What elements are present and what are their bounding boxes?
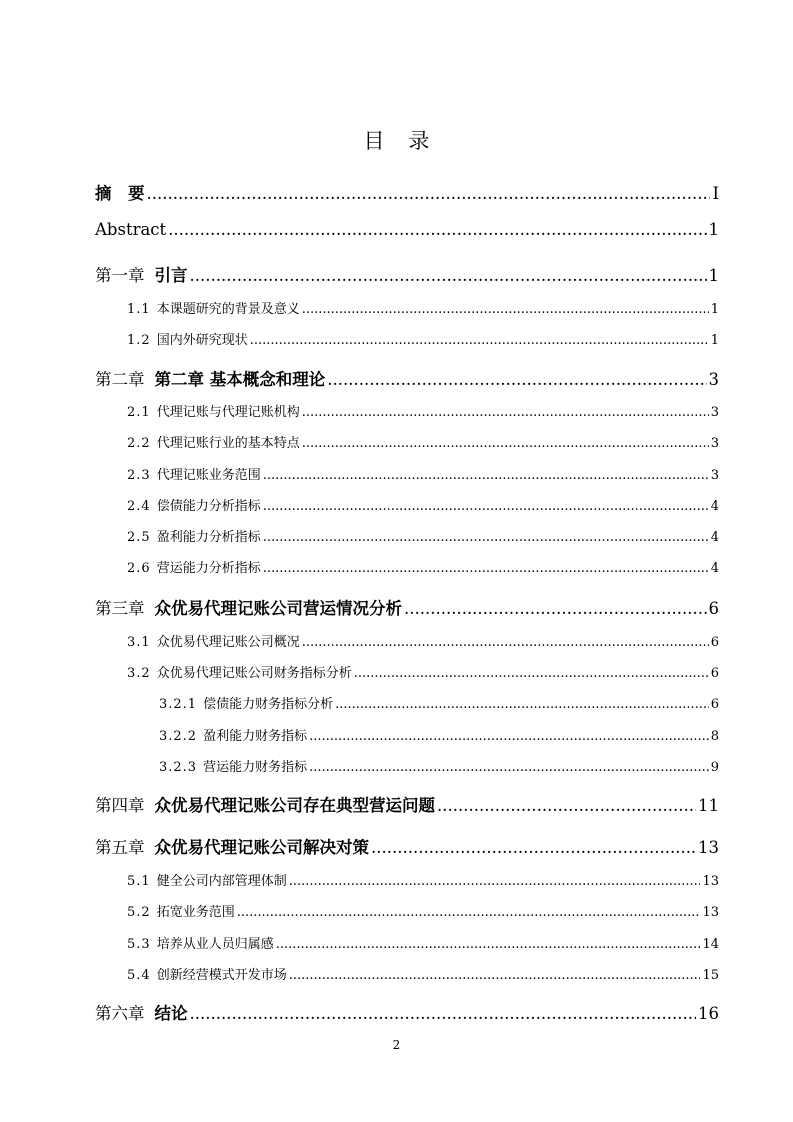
page-title-left: 目 (363, 129, 385, 153)
toc-entry-title: 健全公司内部管理体制 (156, 874, 287, 889)
page-title-right: 录 (408, 129, 430, 153)
toc-entry-number: 3.2 (127, 666, 151, 681)
toc-entry-number: 5.1 (127, 874, 151, 889)
toc-dot-leader (302, 635, 709, 650)
toc-dot-leader (302, 436, 709, 451)
toc-entry-page: 3 (710, 405, 719, 420)
toc-entry-number: 3.1 (127, 635, 151, 650)
toc-entry-title: 本课题研究的背景及意义 (156, 302, 300, 317)
toc-entry-label (95, 220, 166, 239)
toc-entry-title: 盈利能力财务指标 (203, 729, 308, 744)
toc-entry[interactable] (127, 401, 719, 420)
toc-entry[interactable] (127, 464, 719, 483)
toc-dot-leader (276, 937, 701, 952)
toc-entry-title: 偿债能力分析指标 (156, 499, 261, 514)
toc-entry[interactable] (127, 870, 719, 889)
toc-entry-label (159, 756, 307, 775)
toc-entry-title: 营运能力分析指标 (156, 561, 261, 576)
toc-entry-page: 11 (698, 796, 719, 815)
toc-entry-number: 2.4 (127, 499, 151, 514)
toc-dot-leader (263, 530, 709, 545)
toc-entry-label (127, 464, 261, 483)
toc-entry-number: 第六章 (95, 1004, 145, 1023)
toc-entry-label (127, 495, 261, 514)
toc-entry-page: 13 (698, 838, 719, 857)
toc-entry-label (127, 526, 261, 545)
page-number: 2 (392, 1038, 401, 1052)
toc-entry-title: 偿债能力财务指标分析 (203, 697, 334, 712)
toc-dot-leader (309, 729, 709, 744)
toc-entry-number: 3.2.3 (159, 760, 198, 775)
toc-entry-label (127, 329, 248, 348)
toc-entry-page: I (712, 184, 719, 203)
toc-dot-leader (354, 666, 709, 681)
toc-entry-page: 9 (710, 760, 719, 775)
toc-entry-label (127, 964, 287, 983)
toc-dot-leader (237, 905, 701, 920)
toc-dot-leader (250, 333, 709, 348)
toc-dot-leader (437, 796, 696, 815)
toc-entry[interactable] (159, 693, 719, 712)
toc-entry-page: 1 (710, 333, 719, 348)
toc-entry-number: 第五章 (95, 838, 145, 857)
toc-entry-page: 4 (710, 530, 719, 545)
toc-entry-title: 创新经营模式开发市场 (156, 968, 287, 983)
toc-entry-number: 第二章 (95, 370, 145, 389)
toc-entry-number: 2.3 (127, 468, 151, 483)
toc-dot-leader (309, 760, 709, 775)
page-title (0, 125, 793, 155)
toc-entry-number: 1.2 (127, 333, 151, 348)
toc-entry-number: 1.1 (127, 302, 151, 317)
toc-entry-label (127, 662, 352, 681)
toc-entry-title: 国内外研究现状 (156, 333, 248, 348)
toc-entry[interactable] (95, 262, 719, 286)
toc-entry-number: 第三章 (95, 599, 145, 618)
toc-entry-title: 众优易代理记账公司概况 (156, 635, 300, 650)
toc-entry[interactable] (127, 495, 719, 514)
toc-entry-label (95, 595, 402, 619)
toc-entry[interactable] (95, 366, 719, 390)
toc-entry[interactable] (127, 557, 719, 576)
toc-entry[interactable] (127, 526, 719, 545)
toc-entry-page: 3 (710, 468, 719, 483)
toc-entry-label (127, 870, 287, 889)
toc-dot-leader (147, 184, 711, 203)
toc-entry-label (127, 557, 261, 576)
toc-entry-page: 3 (708, 370, 719, 389)
toc-entry[interactable] (95, 1000, 719, 1024)
toc-entry[interactable] (95, 220, 719, 239)
toc-entry-label (95, 262, 188, 286)
toc-entry-title: 培养从业人员归属感 (156, 937, 274, 952)
toc-entry-label (95, 834, 369, 858)
toc-entry-label (127, 298, 300, 317)
toc-entry-page: 6 (710, 697, 719, 712)
toc-dot-leader (263, 561, 709, 576)
toc-entry-number: 5.4 (127, 968, 151, 983)
toc-entry-title: 众优易代理记账公司财务指标分析 (156, 666, 352, 681)
toc-entry-page: 8 (710, 729, 719, 744)
toc-entry-page: 1 (710, 302, 719, 317)
toc-entry-label (127, 933, 274, 952)
toc-entry[interactable] (159, 756, 719, 775)
toc-entry-page: 13 (702, 905, 719, 920)
toc-dot-leader (302, 302, 709, 317)
toc-entry-page: 4 (710, 499, 719, 514)
toc-entry-title: 拓宽业务范围 (156, 905, 235, 920)
toc-entry-title: 引言 (154, 266, 188, 285)
toc-entry[interactable] (127, 432, 719, 451)
toc-entry-title: 众优易代理记账公司营运情况分析 (154, 599, 402, 618)
toc-entry-number: 2.2 (127, 436, 151, 451)
toc-entry-number: 2.1 (127, 405, 151, 420)
toc-entry[interactable] (127, 298, 719, 317)
toc-entry-title: 代理记账与代理记账机构 (156, 405, 300, 420)
toc-entry[interactable] (127, 901, 719, 920)
toc-dot-leader (168, 220, 706, 239)
toc-entry-label (95, 1000, 188, 1024)
toc-entry-title: 盈利能力分析指标 (156, 530, 261, 545)
toc-entry-title: Abstract (95, 220, 167, 239)
toc-entry-page: 1 (708, 266, 719, 285)
toc-entry-number: 2.6 (127, 561, 151, 576)
toc-entry-title: 代理记账行业的基本特点 (156, 436, 300, 451)
toc-entry-page: 15 (702, 968, 719, 983)
toc-dot-leader (263, 468, 709, 483)
toc-entry-number: 2.5 (127, 530, 151, 545)
toc-entry-title: 结论 (154, 1004, 188, 1023)
toc-entry-label (95, 366, 325, 390)
toc-dot-leader (302, 405, 709, 420)
toc-dot-leader (404, 599, 707, 618)
toc-entry-label (159, 725, 307, 744)
toc-entry[interactable] (95, 180, 719, 204)
toc-entry-title: 营运能力财务指标 (203, 760, 308, 775)
toc-entry-label (95, 792, 435, 816)
toc-entry-label (127, 901, 235, 920)
toc-dot-leader (289, 968, 701, 983)
toc-dot-leader (327, 370, 706, 389)
toc-entry-number: 3.2.1 (159, 697, 198, 712)
toc-entry-title: 摘 要 (95, 184, 145, 203)
toc-entry-title: 众优易代理记账公司存在典型营运问题 (154, 796, 435, 815)
toc-entry-number: 5.3 (127, 937, 151, 952)
toc-entry-title: 代理记账业务范围 (156, 468, 261, 483)
toc-entry-label (159, 693, 333, 712)
toc-entry-page: 3 (710, 436, 719, 451)
toc-dot-leader (289, 874, 701, 889)
toc-entry-label (127, 631, 300, 650)
toc-entry-title: 第二章 基本概念和理论 (154, 370, 326, 389)
toc-entry[interactable] (127, 964, 719, 983)
toc-dot-leader (190, 1004, 697, 1023)
toc-entry[interactable] (159, 725, 719, 744)
toc-entry-label (127, 401, 300, 420)
toc-entry[interactable] (127, 329, 719, 348)
toc-entry-label (95, 180, 145, 204)
toc-entry-label (127, 432, 300, 451)
toc-dot-leader (263, 499, 709, 514)
toc-entry-page: 13 (702, 874, 719, 889)
toc-dot-leader (190, 266, 707, 285)
toc-entry-page: 16 (698, 1004, 719, 1023)
toc-entry-page: 4 (710, 561, 719, 576)
toc-dot-leader (371, 838, 696, 857)
toc-entry-page: 6 (708, 599, 719, 618)
toc-entry[interactable] (95, 595, 719, 619)
toc-entry[interactable] (127, 631, 719, 650)
toc-entry-page: 1 (708, 220, 719, 239)
toc-entry-page: 6 (710, 635, 719, 650)
toc-entry-page: 14 (702, 937, 719, 952)
toc-entry[interactable] (95, 792, 719, 816)
toc-entry-number: 第一章 (95, 266, 145, 285)
toc-entry-number: 5.2 (127, 905, 151, 920)
toc-dot-leader (335, 697, 709, 712)
toc-entry[interactable] (95, 834, 719, 858)
toc-entry-page: 6 (710, 666, 719, 681)
toc-entry-number: 第四章 (95, 796, 145, 815)
toc-entry[interactable] (127, 662, 719, 681)
toc-entry-title: 众优易代理记账公司解决对策 (154, 838, 369, 857)
toc-entry-number: 3.2.2 (159, 729, 198, 744)
toc-entry[interactable] (127, 933, 719, 952)
